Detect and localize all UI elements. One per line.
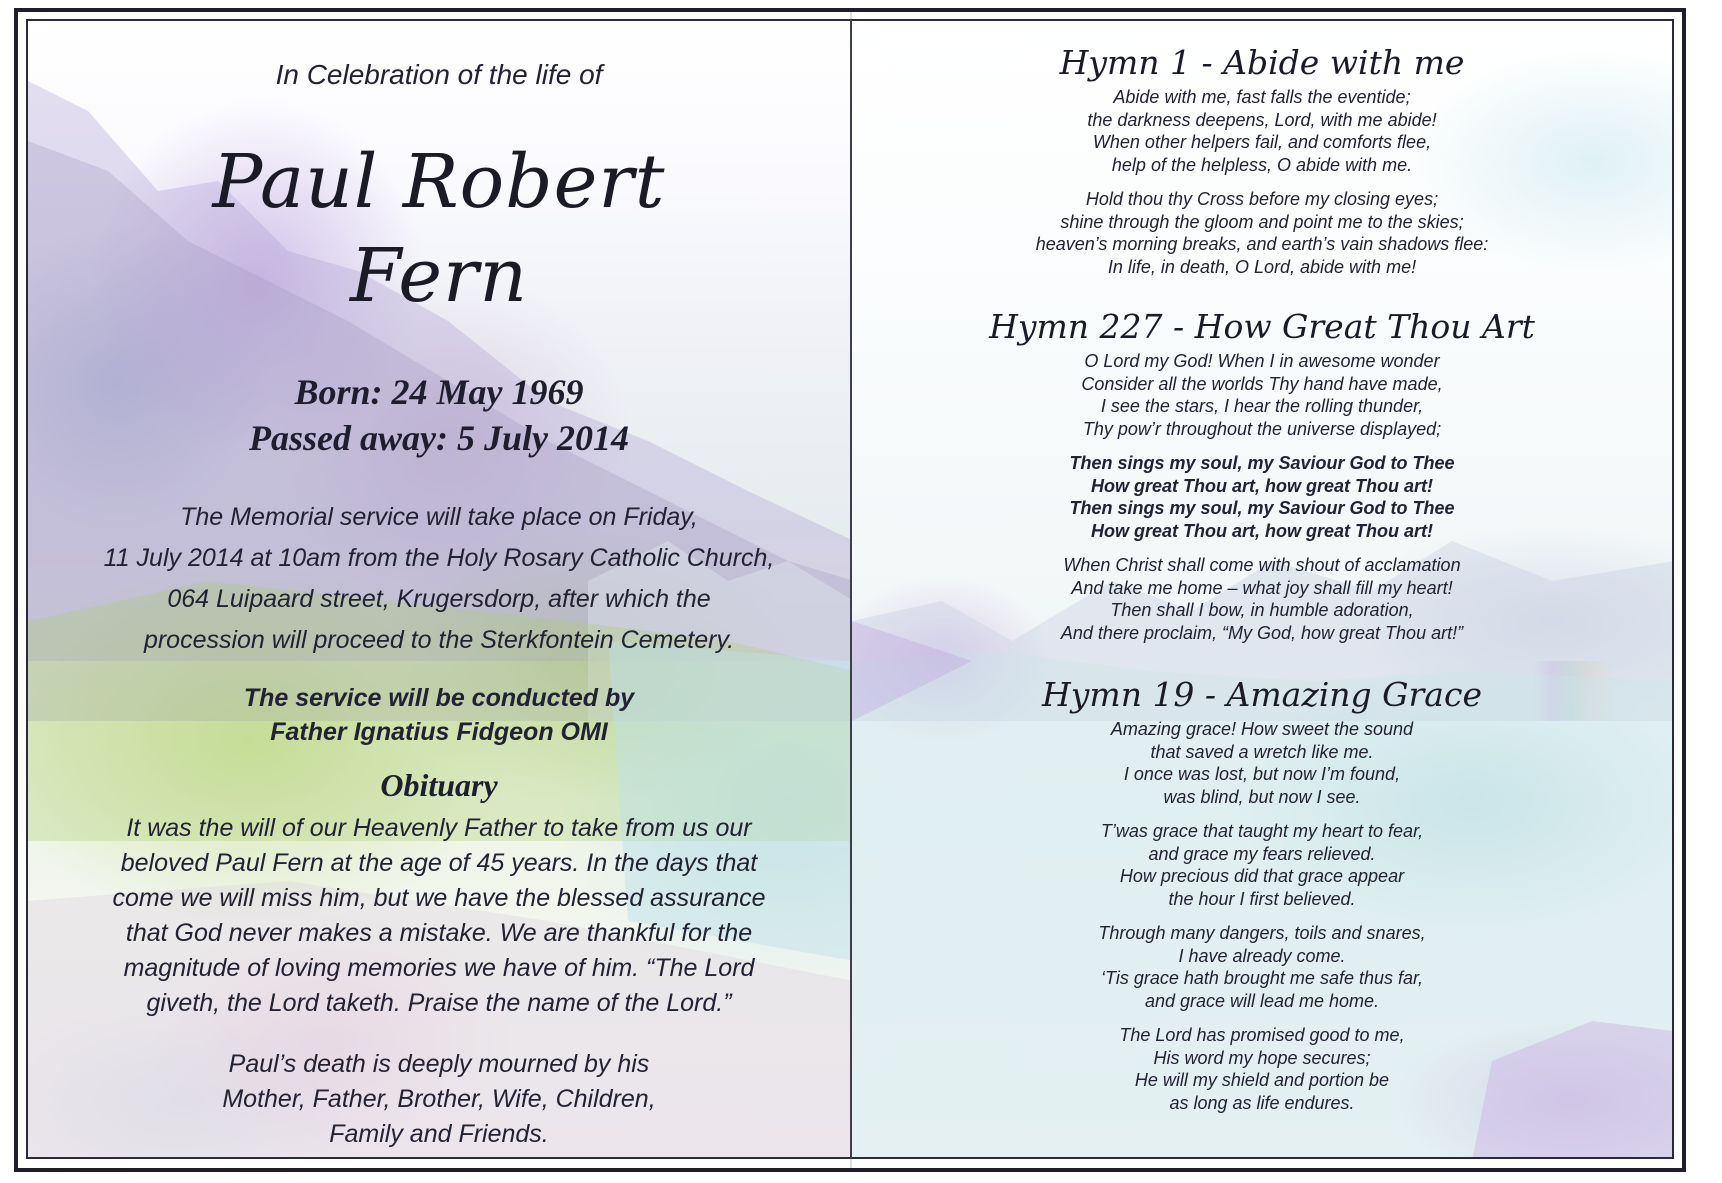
lyric-line: Through many dangers, toils and snares, xyxy=(1098,923,1426,943)
lyric-line: as long as life endures. xyxy=(1169,1092,1355,1113)
lyric-line: the hour I first believed. xyxy=(1168,888,1356,909)
lyric-line: How precious did that grace appear xyxy=(1119,866,1405,886)
lyric-line: I have already come. xyxy=(1178,945,1346,966)
lyric-line: The Lord has promised good to me, xyxy=(1119,1025,1405,1045)
mourned-line: Mother, Father, Brother, Wife, Children, xyxy=(222,1085,656,1113)
lyric-line: Hold thou thy Cross before my closing eyes; xyxy=(1085,189,1439,209)
lyric-line: Amazing grace! How sweet the sound xyxy=(1110,719,1414,739)
chorus-line: How great Thou art, how great Thou art! xyxy=(1091,520,1433,541)
lyric-line: I see the stars, I hear the rolling thunder, xyxy=(1100,396,1424,416)
chorus-line: Then sings my soul, my Saviour God to Thee xyxy=(1069,498,1455,518)
lyric-line: Consider all the worlds Thy hand have made, xyxy=(1081,373,1443,394)
obituary-line: magnitude of loving memories we have of him. “The Lord xyxy=(123,954,755,982)
lyric-line: ‘Tis grace hath brought me safe thus far, xyxy=(1100,968,1423,988)
lyric-line: help of the helpless, O abide with me. xyxy=(1111,154,1413,175)
lyric-line: When Christ shall come with shout of acclamation xyxy=(1063,555,1461,575)
hymn-227-title: Hymn 227 - How Great Thou Art xyxy=(989,307,1535,346)
name-line-first: Paul Robert xyxy=(212,139,666,225)
lyric-line: He will my shield and portion be xyxy=(1134,1070,1390,1090)
obituary-line: beloved Paul Fern at the age of 45 years. In the days that xyxy=(120,849,758,877)
service-line: 11 July 2014 at 10am from the Holy Rosary Catholic Church, xyxy=(103,544,775,572)
obituary-line: giveth, the Lord taketh. Praise the name of the Lord.” xyxy=(146,989,732,1017)
service-line: 064 Luipaard street, Krugersdorp, after which the xyxy=(167,585,711,613)
born-date: Born: 24 May 1969 xyxy=(294,372,584,412)
obituary-line: come we will miss him, but we have the blessed assurance xyxy=(112,884,766,912)
name-line-surname: Fern xyxy=(349,233,529,319)
chorus-line: Then sings my soul, my Saviour God to Thee xyxy=(1069,453,1455,473)
lyric-line: that saved a wretch like me. xyxy=(1150,741,1374,762)
lyric-line: and grace my fears relieved. xyxy=(1148,843,1376,864)
lyric-line: T’was grace that taught my heart to fear, xyxy=(1100,821,1424,841)
officiant-line: Father Ignatius Fidgeon OMI xyxy=(270,718,608,746)
lyric-line: Abide with me, fast falls the eventide; xyxy=(1113,87,1411,107)
intro-text: In Celebration of the life of xyxy=(275,59,603,90)
lyric-line: And take me home – what joy shall fill my heart! xyxy=(1071,577,1453,598)
service-line: The Memorial service will take place on Friday, xyxy=(180,503,698,531)
lyric-line: His word my hope secures; xyxy=(1153,1047,1371,1068)
lyric-line: shine through the gloom and point me to the skies; xyxy=(1060,211,1464,232)
obituary-line: that God never makes a mistake. We are thankful for the xyxy=(125,919,753,947)
mourned-line: Family and Friends. xyxy=(329,1120,549,1148)
hymn-19-title: Hymn 19 - Amazing Grace xyxy=(1041,675,1482,714)
lyric-line: When other helpers fail, and comforts flee, xyxy=(1092,132,1432,152)
lyric-line: Then shall I bow, in humble adoration, xyxy=(1110,600,1414,620)
passed-date: Passed away: 5 July 2014 xyxy=(249,418,629,458)
lyric-line: the darkness deepens, Lord, with me abide! xyxy=(1087,109,1437,130)
mourned-line: Paul’s death is deeply mourned by his xyxy=(228,1050,650,1078)
officiant-line: The service will be conducted by xyxy=(243,684,635,712)
obituary-line: It was the will of our Heavenly Father to take from us our xyxy=(126,814,752,842)
lyric-line: I once was lost, but now I’m found, xyxy=(1123,764,1401,784)
lyric-line: O Lord my God! When I in awesome wonder xyxy=(1084,351,1440,371)
lyric-line: In life, in death, O Lord, abide with me! xyxy=(1107,256,1417,277)
outer-frame-border xyxy=(14,8,1686,1172)
lyric-line: And there proclaim, “My God, how great Thou art!” xyxy=(1060,622,1464,643)
chorus-line: How great Thou art, how great Thou art! xyxy=(1091,475,1433,496)
service-line: procession will proceed to the Sterkfontein Cemetery. xyxy=(143,626,735,654)
obituary-heading: Obituary xyxy=(380,767,498,803)
lyric-line: and grace will lead me home. xyxy=(1144,990,1380,1011)
hymn-1-title: Hymn 1 - Abide with me xyxy=(1059,43,1465,82)
lyric-line: Thy pow’r throughout the universe displayed; xyxy=(1082,418,1442,439)
lyric-line: was blind, but now I see. xyxy=(1163,786,1361,807)
lyric-line: heaven’s morning breaks, and earth’s vain shadows flee: xyxy=(1035,234,1489,254)
